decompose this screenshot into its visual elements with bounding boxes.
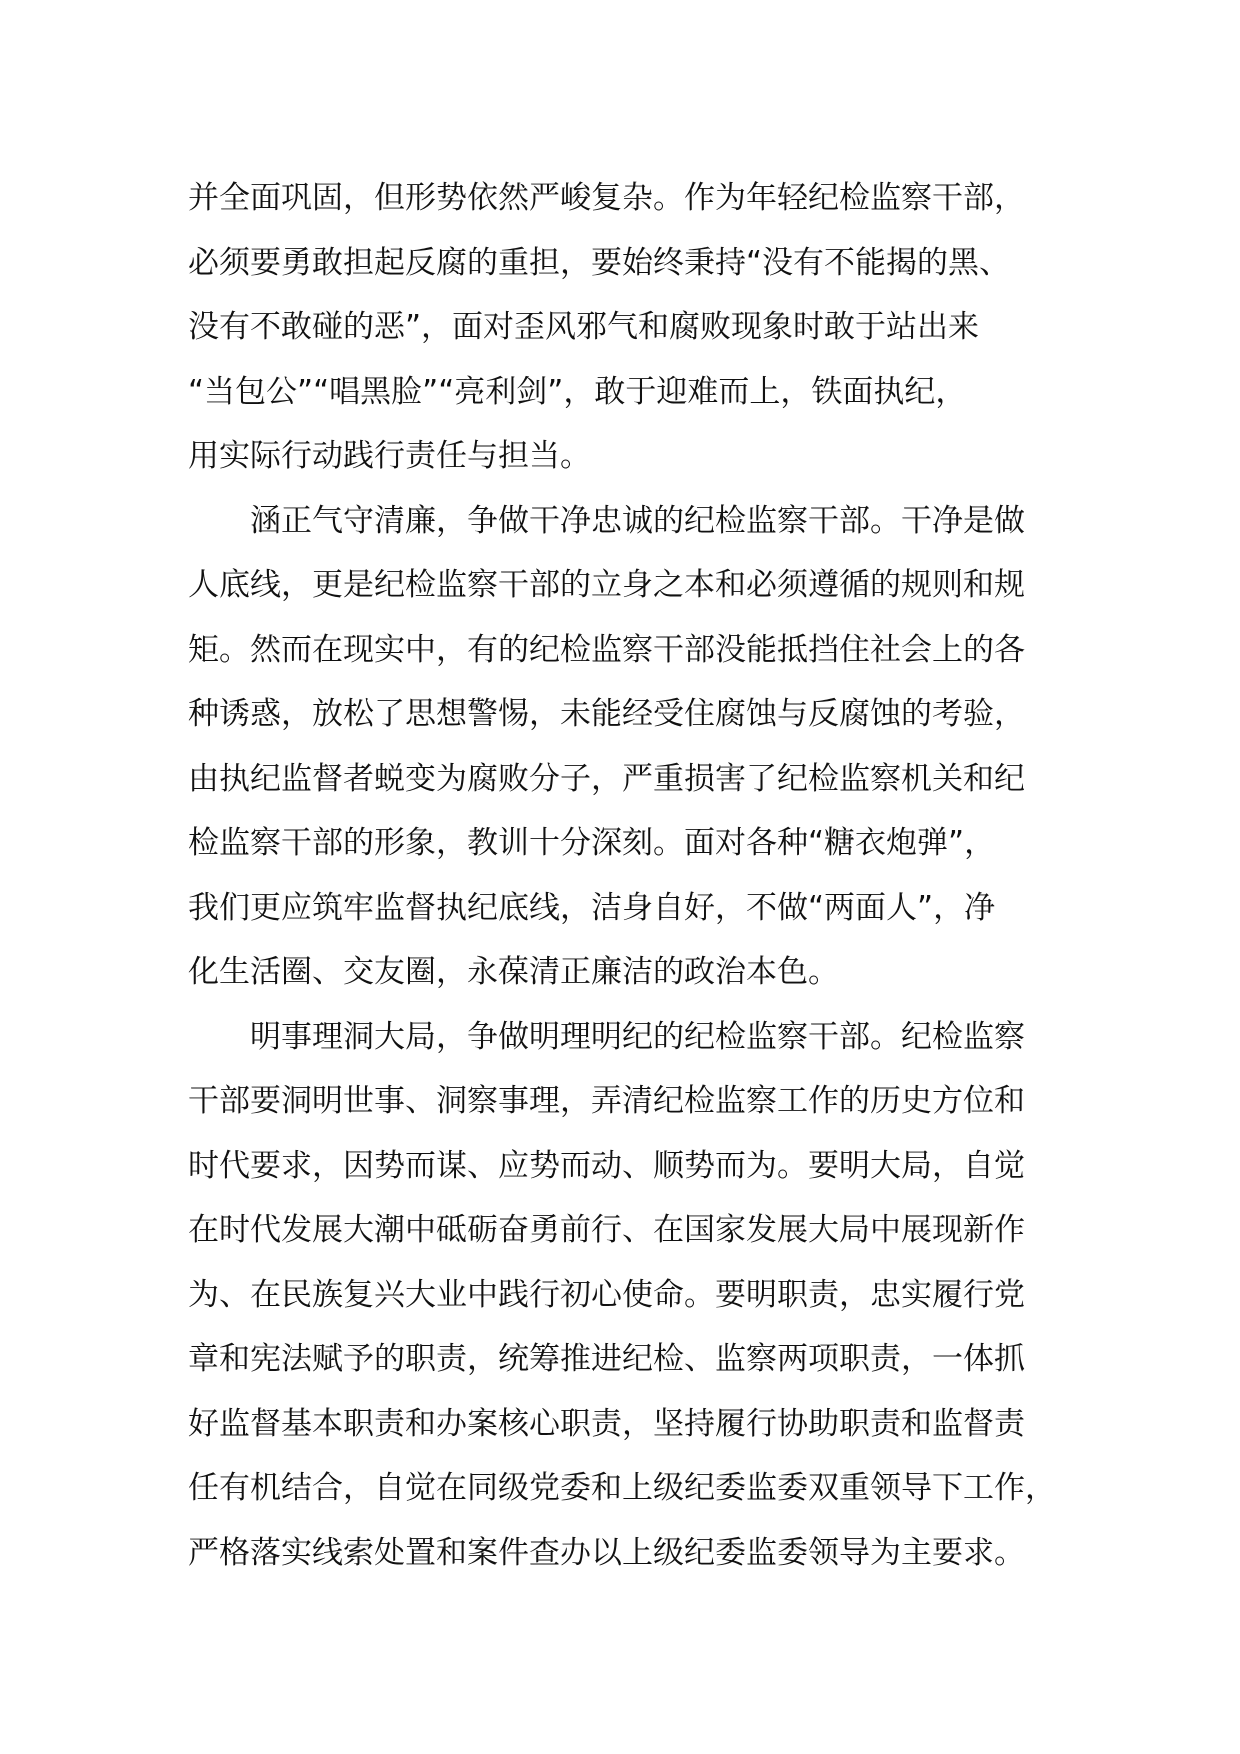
- text-line: 在时代发展大潮中砥砺奋勇前行、在国家发展大局中展现新作: [188, 1212, 1025, 1248]
- text-line: 章和宪法赋予的职责，统筹推进纪检、监察两项职责，一体抓: [188, 1341, 1025, 1377]
- text-line: 矩。然而在现实中，有的纪检监察干部没能抵挡住社会上的各: [188, 631, 1025, 668]
- text-line: 用实际行动践行责任与担当。: [188, 438, 591, 474]
- text-line: 好监督基本职责和办案核心职责，坚持履行协助职责和监督责: [188, 1405, 1025, 1442]
- text-line: 由执纪监督者蜕变为腐败分子，严重损害了纪检监察机关和纪: [188, 760, 1025, 797]
- text-line: 任有机结合，自觉在同级党委和上级纪委监委双重领导下工作，: [188, 1470, 1056, 1506]
- text-line: 化生活圈、交友圈，永葆清正廉洁的政治本色。: [188, 954, 839, 990]
- text-line: 我们更应筑牢监督执纪底线，洁身自好，不做“两面人”，净: [188, 889, 996, 926]
- text-line: 人底线，更是纪检监察干部的立身之本和必须遵循的规则和规: [188, 567, 1025, 603]
- text-line: “当包公”“唱黑脸”“亮利剑”，敢于迎难而上，铁面执纪，: [188, 373, 967, 410]
- text-line: 明事理洞大局，争做明理明纪的纪检监察干部。纪检监察: [188, 1018, 1025, 1055]
- document-body: [188, 166, 1088, 1585]
- text-line: 种诱惑，放松了思想警惕，未能经受住腐蚀与反腐蚀的考验，: [188, 696, 1025, 732]
- text-line: 干部要洞明世事、洞察事理，弄清纪检监察工作的历史方位和: [188, 1083, 1025, 1119]
- text-line: 严格落实线索处置和案件查办以上级纪委监委领导为主要求。: [188, 1534, 1025, 1571]
- text-line: 没有不敢碰的恶”，面对歪风邪气和腐败现象时敢于站出来: [188, 309, 980, 345]
- text-line: 必须要勇敢担起反腐的重担，要始终秉持“没有不能揭的黑、: [188, 244, 1011, 281]
- text-line: 为、在民族复兴大业中践行初心使命。要明职责，忠实履行党: [188, 1276, 1025, 1313]
- text-line: 并全面巩固，但形势依然严峻复杂。作为年轻纪检监察干部，: [188, 180, 1025, 216]
- text-line: 时代要求，因势而谋、应势而动、顺势而为。要明大局，自觉: [188, 1147, 1025, 1184]
- text-line: 涵正气守清廉，争做干净忠诚的纪检监察干部。干净是做: [188, 502, 1025, 539]
- text-line: 检监察干部的形象，教训十分深刻。面对各种“糖衣炮弹”，: [188, 825, 996, 861]
